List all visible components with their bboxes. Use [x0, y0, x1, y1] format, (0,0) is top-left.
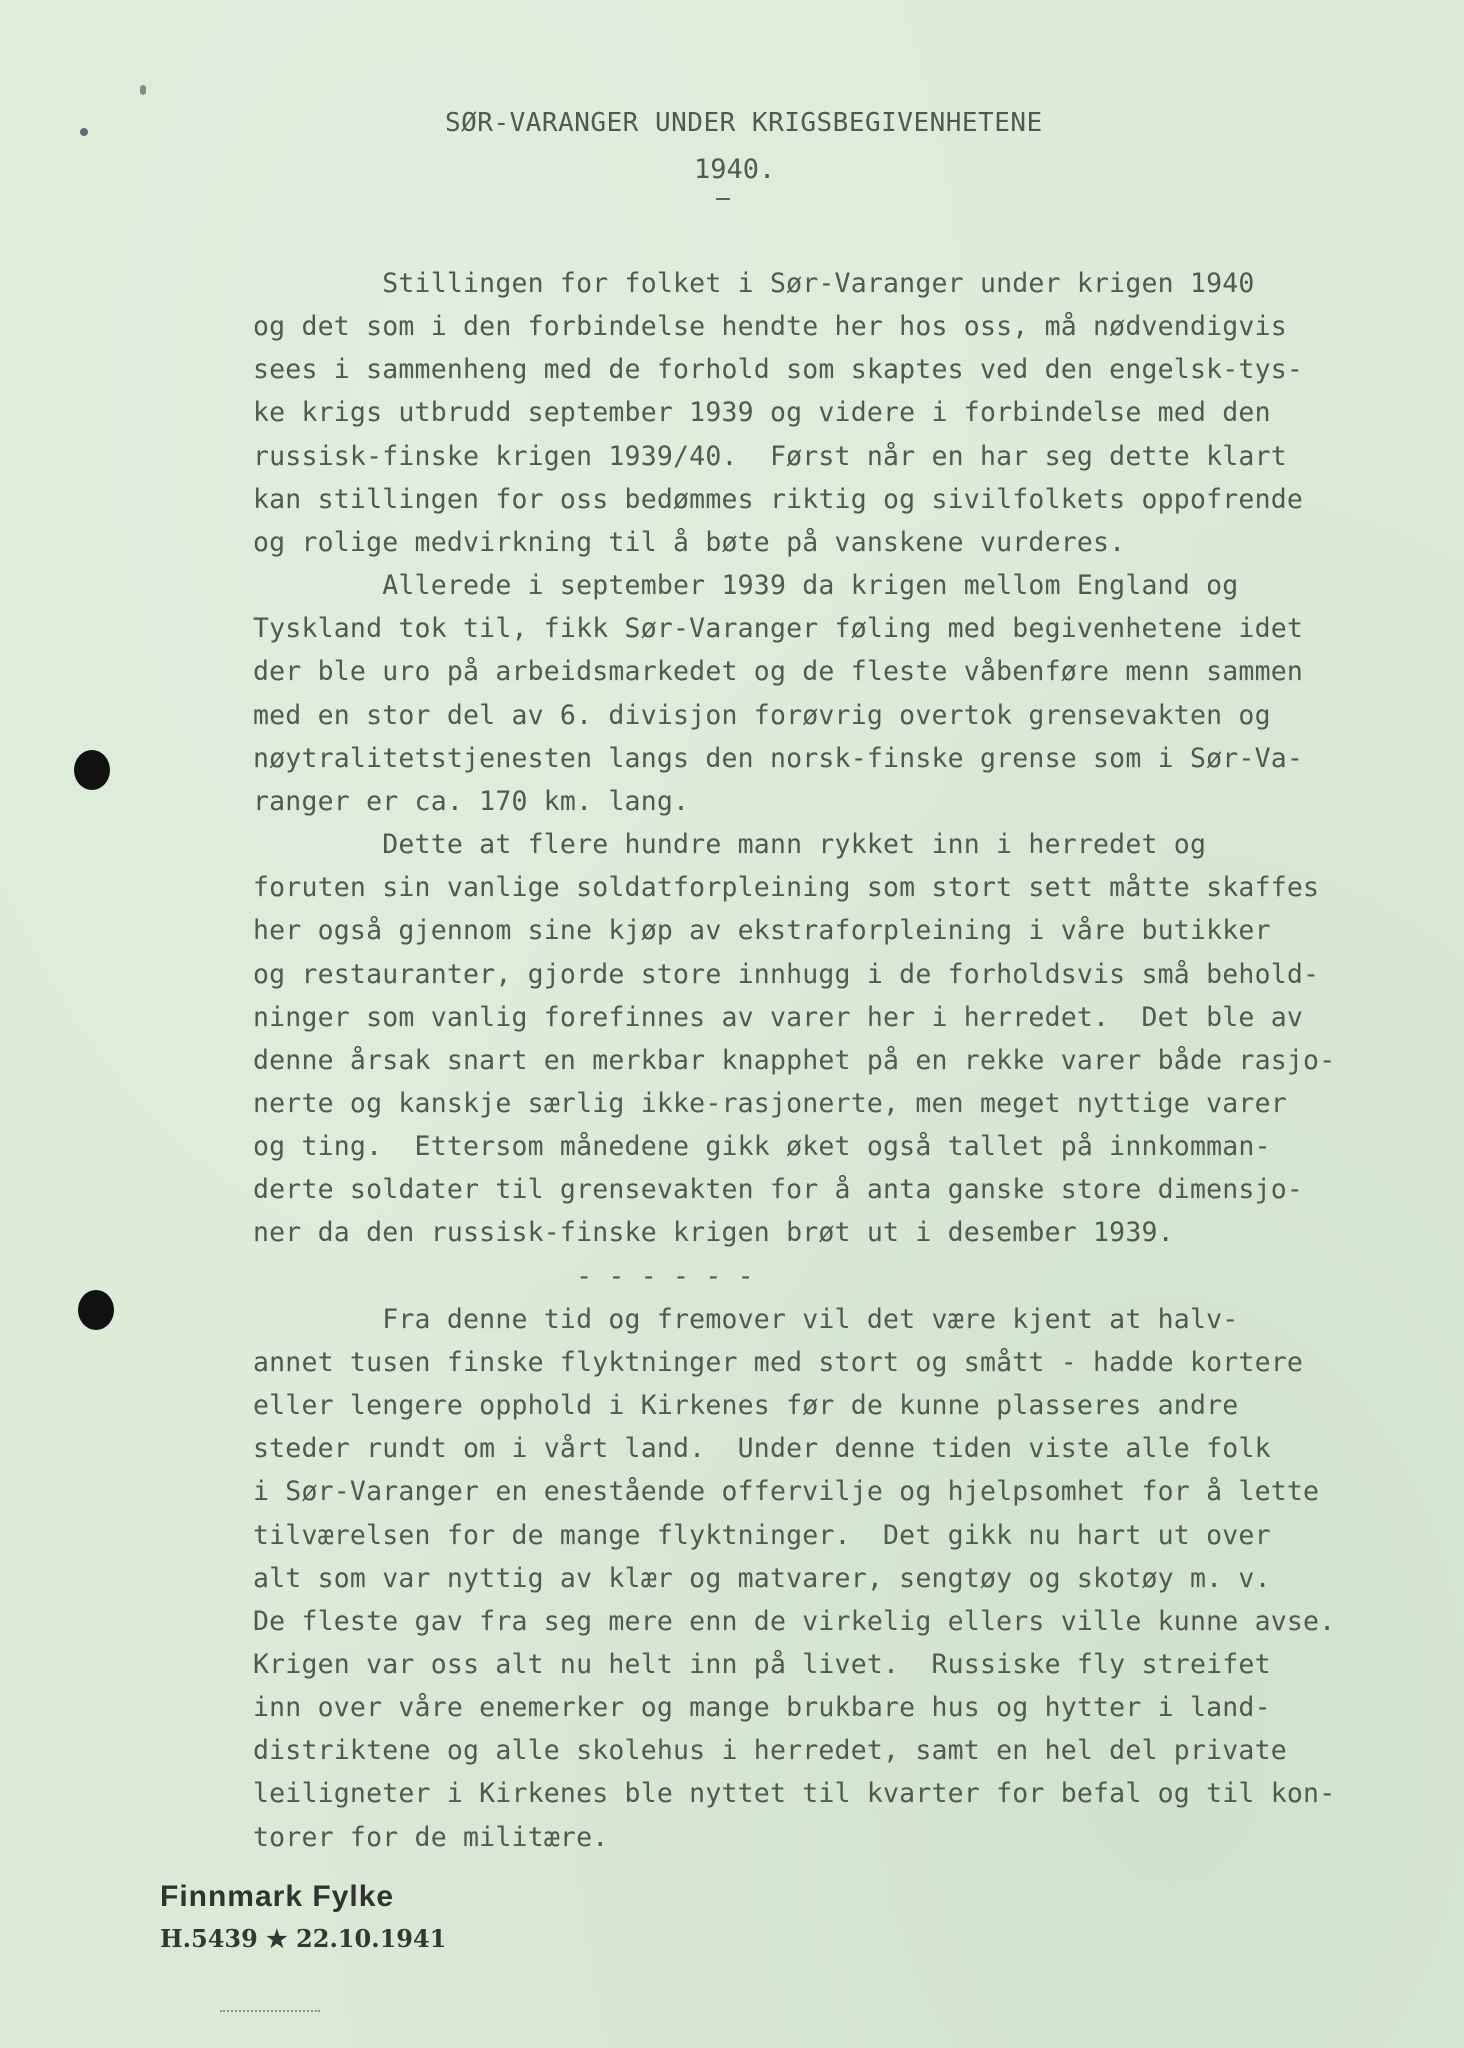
text-line: distriktene og alle skolehus i herredet, samt en hel del private [253, 1735, 1287, 1767]
document-year: 1940. [694, 154, 776, 185]
text-line: og ting. Ettersom månedene gikk øket også tallet på innkomman- [253, 1131, 1271, 1163]
text-line: ninger som vanlig forefinnes av varer her i herredet. Det ble av [253, 1001, 1304, 1033]
text-line: nøytralitetstjenesten langs den norsk-finske grense som i Sør-Va- [253, 742, 1304, 774]
text-line: og rolige medvirkning til å bøte på vanskene vurderes. [253, 526, 1126, 558]
text-line: - - - - - - [253, 1260, 754, 1292]
document-body [253, 262, 1433, 1859]
text-line: torer for de militære. [253, 1821, 609, 1853]
text-line: kan stillingen for oss bedømmes riktig og sivilfolkets oppofrende [253, 483, 1304, 515]
document-title: SØR-VARANGER UNDER KRIGSBEGIVENHETENE [445, 108, 1043, 138]
text-line: leiligneter i Kirkenes ble nyttet til kvarter for befal og til kon- [253, 1778, 1336, 1810]
text-line: i Sør-Varanger en enestående offervilje og hjelpsomhet for å lette [253, 1476, 1320, 1508]
text-line: Dette at flere hundre mann rykket inn i herredet og [253, 829, 1207, 861]
text-line: Krigen var oss alt nu helt inn på livet. Russiske fly streifet [253, 1649, 1271, 1680]
text-line: og det som i den forbindelse hendte her hos oss, må nødvendigvis [253, 311, 1287, 343]
text-line: derte soldater til grensevakten for å anta ganske store dimensjo- [253, 1174, 1304, 1206]
archive-stamp [160, 1880, 446, 1953]
text-line: inn over våre enemerker og mange brukbare hus og hytter i land- [253, 1692, 1271, 1724]
text-line: foruten sin vanlige soldatforpleining som stort sett måtte skaffes [253, 872, 1320, 904]
text-line: nerte og kanskje særlig ikke-rasjonerte, men meget nyttige varer [253, 1087, 1287, 1119]
year-underline [716, 198, 730, 200]
text-line: Allerede i september 1939 da krigen mellom England og [253, 570, 1239, 602]
text-line: eller lengere opphold i Kirkenes før de kunne plasseres andre [253, 1390, 1239, 1422]
text-line: ranger er ca. 170 km. lang. [253, 785, 690, 817]
text-line: Tyskland tok til, fikk Sør-Varanger føling med begivenhetene idet [253, 613, 1304, 645]
stamp-number: H.5439 ★ 22.10.1941 [160, 1924, 447, 1953]
text-line: ke krigs utbrudd september 1939 og videre i forbindelse med den [253, 397, 1271, 429]
text-line: tilværelsen for de mange flyktninger. Det gikk nu hart ut over [253, 1519, 1271, 1551]
text-line: denne årsak snart en merkbar knapphet på en rekke varer både rasjo- [253, 1044, 1336, 1076]
text-line: russisk-finske krigen 1939/40. Først når en har seg dette klart [253, 440, 1287, 472]
text-line: med en stor del av 6. divisjon forøvrig overtok grensevakten og [253, 699, 1271, 731]
ink-speck [79, 127, 89, 137]
stamp-title: Finnmark Fylke [160, 1880, 395, 1913]
text-line: ner da den russisk-finske krigen brøt ut i desember 1939. [253, 1217, 1174, 1249]
punch-hole [74, 750, 110, 790]
text-line: De fleste gav fra seg mere enn de virkelig ellers ville kunne avse. [253, 1605, 1336, 1637]
text-line: Fra denne tid og fremover vil det være kjent at halv- [253, 1303, 1239, 1335]
text-line: her også gjennom sine kjøp av ekstraforpleining i våre butikker [253, 915, 1271, 947]
text-line: der ble uro på arbeidsmarkedet og de fleste våbenføre menn sammen [253, 656, 1304, 688]
text-line: og restauranter, gjorde store innhugg i de forholdsvis små behold- [253, 958, 1320, 990]
ink-speck [140, 85, 146, 95]
stamp-dotted-line [220, 2010, 320, 2016]
punch-hole [78, 1290, 114, 1330]
text-line: alt som var nyttig av klær og matvarer, sengtøy og skotøy m. v. [253, 1562, 1271, 1594]
text-line: Stillingen for folket i Sør-Varanger under krigen 1940 [253, 268, 1255, 299]
text-line: sees i sammenheng med de forhold som skaptes ved den engelsk-tys- [253, 354, 1304, 386]
text-line: annet tusen finske flyktninger med stort og smått - hadde kortere [253, 1346, 1304, 1378]
text-line: steder rundt om i vårt land. Under denne tiden viste alle folk [253, 1433, 1271, 1465]
